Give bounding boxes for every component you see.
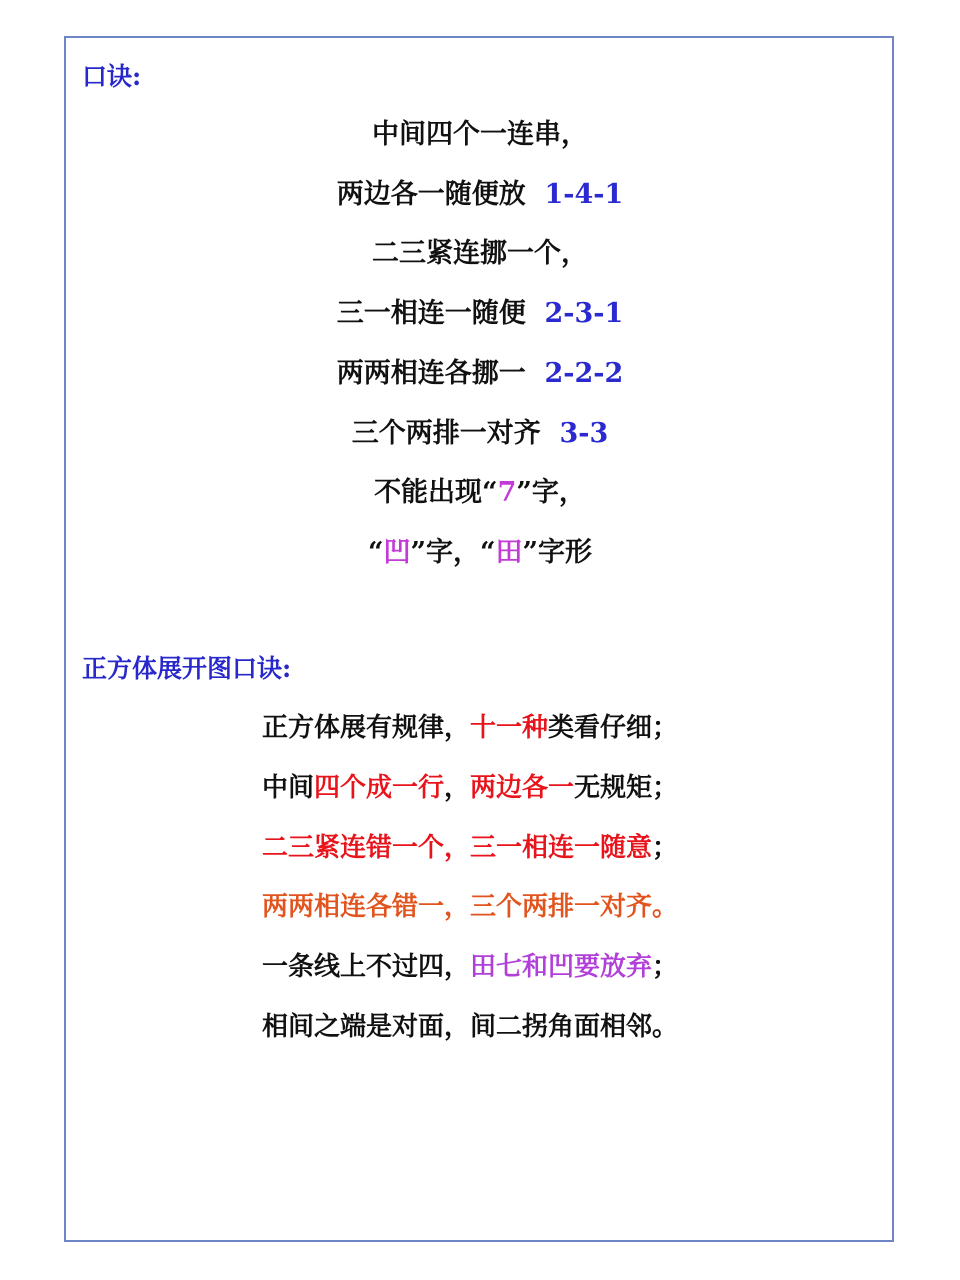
- text-segment: 中间四个一连串，: [372, 119, 588, 150]
- verse-line-6: [0, 417, 960, 451]
- text-segment: ”字，: [516, 477, 586, 509]
- text-segment: 两边各一: [470, 772, 575, 803]
- rule-line-1: [262, 711, 678, 745]
- text-segment: 一条线上不过四，: [262, 952, 471, 983]
- text-segment: 三一相连一随便: [336, 298, 545, 330]
- text-segment: 中间: [262, 772, 315, 803]
- rule-line-4: [262, 890, 678, 924]
- text-segment: 两两相连各错一，三个两排一对齐。: [262, 892, 679, 923]
- page-frame: [64, 36, 894, 1242]
- text-segment: 二三紧连错一个，三一相连一随意: [262, 832, 653, 863]
- text-segment: 二三紧连挪一个，: [372, 238, 588, 270]
- text-segment: ；: [652, 832, 679, 863]
- text-segment: ；: [652, 952, 679, 983]
- verse-line-8: [0, 536, 960, 570]
- text-segment: 两边各一随便放: [336, 178, 545, 210]
- verse-line-7: [0, 476, 960, 510]
- text-segment: 无规矩；: [574, 772, 679, 803]
- text-segment: ，: [444, 772, 471, 803]
- text-segment: 1-4-1: [544, 178, 624, 210]
- text-segment: “: [367, 536, 384, 568]
- text-segment: 3-3: [559, 417, 609, 449]
- text-segment: 田七和凹要放弃: [470, 952, 653, 983]
- text-segment: 两两相连各挪一: [336, 357, 545, 389]
- text-segment: 2-2-2: [544, 357, 624, 389]
- text-segment: 正方体展有规律，: [262, 713, 471, 743]
- rule-line-6: [262, 1010, 678, 1044]
- text-segment: 凹: [383, 536, 411, 568]
- verse-line-2: [0, 178, 960, 212]
- text-segment: 十一种: [470, 713, 549, 743]
- text-segment: 2-3-1: [544, 298, 624, 330]
- rule-line-2: [262, 771, 678, 805]
- text-segment: 田: [495, 536, 523, 568]
- text-segment: ”字，“: [410, 536, 496, 568]
- verse-line-1: [0, 118, 960, 152]
- text-segment: 三个两排一对齐: [351, 417, 560, 449]
- text-segment: 四个成一行: [314, 772, 445, 803]
- verse-line-3: [0, 237, 960, 271]
- text-segment: 7: [497, 477, 517, 509]
- text-segment: ”字形: [522, 536, 593, 568]
- rule-line-5: [262, 950, 678, 984]
- section-heading-mnemonic: 口诀:: [82, 62, 142, 91]
- rule-line-3: [262, 831, 678, 865]
- verse-line-5: [0, 357, 960, 391]
- text-segment: 不能出现“: [374, 477, 498, 509]
- verse-line-4: [0, 297, 960, 331]
- text-segment: 类看仔细；: [548, 713, 679, 743]
- text-segment: 相间之端是对面，间二拐角面相邻。: [262, 1012, 679, 1042]
- section-heading-cube-net-mnemonic: 正方体展开图口诀:: [82, 654, 292, 683]
